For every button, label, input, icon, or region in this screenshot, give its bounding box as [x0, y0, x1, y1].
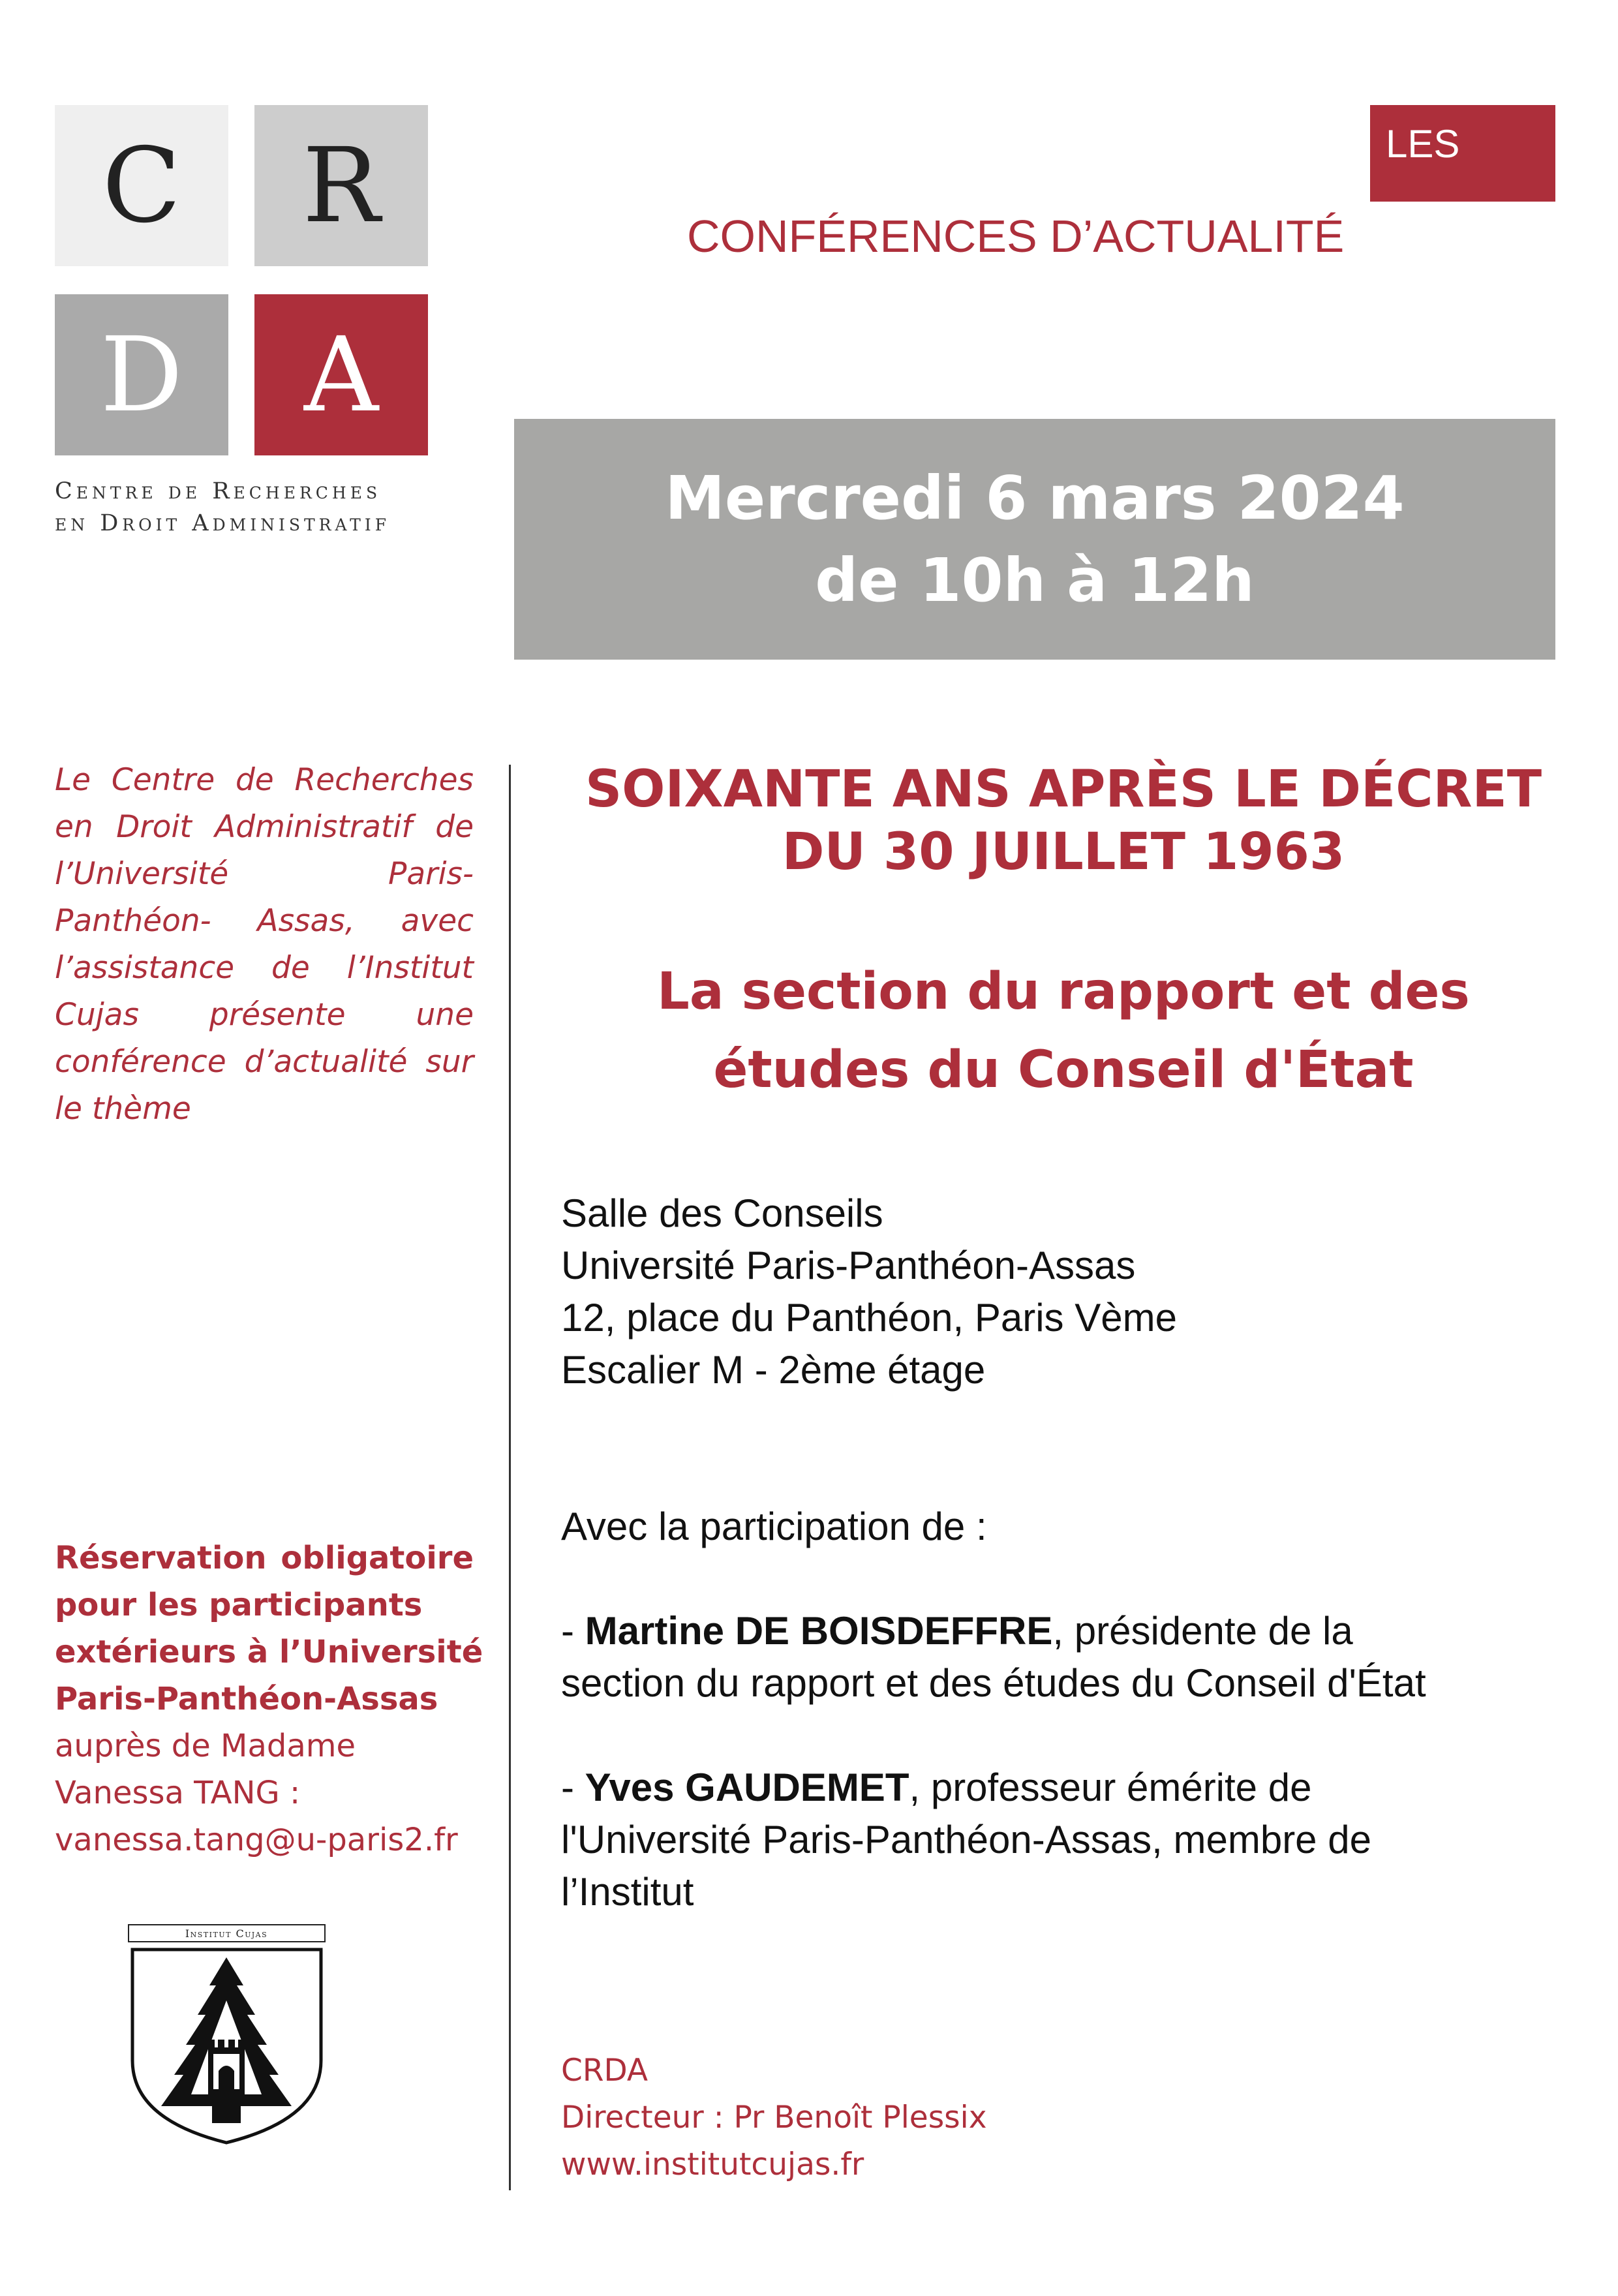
intro-line: conférence d’actualité sur le — [55, 1044, 474, 1127]
participant-2 — [561, 1762, 1371, 1918]
conference-subtitle-line1: La section du rapport et des — [657, 962, 1470, 1021]
intro-line: Le Centre de Recherches en — [55, 762, 474, 845]
les-label: LES — [1386, 122, 1460, 166]
reservation-line: auprès de Madame — [55, 1728, 356, 1764]
reservation-bold-line: Réservation obligatoire — [55, 1540, 474, 1576]
column-divider — [509, 765, 511, 2190]
date-line: Mercredi 6 mars 2024 — [665, 463, 1405, 533]
participant-2-role-line2: l'Université Paris-Panthéon-Assas, membre de — [561, 1818, 1371, 1861]
conference-subtitle-line2: études du Conseil d'État — [713, 1041, 1414, 1099]
logo-letter-c: C — [55, 105, 228, 266]
venue-line: Salle des Conseils — [561, 1191, 883, 1235]
footer-org: CRDA — [561, 2053, 648, 2089]
date-banner — [514, 419, 1555, 660]
reservation-notice — [55, 1535, 483, 1863]
participant-2-prefix: - — [561, 1766, 585, 1809]
logo-letter-r: R — [254, 105, 428, 266]
reservation-bold-line: extérieurs à l’Université — [55, 1634, 483, 1670]
conference-title-line2: DU 30 JUILLET 1963 — [782, 823, 1345, 881]
logo-subtitle-line2: en Droit Administratif — [55, 510, 391, 536]
footer-website-link[interactable]: www.institutcujas.fr — [561, 2147, 864, 2182]
logo-letter-d: D — [55, 294, 228, 455]
conference-subtitle — [548, 953, 1579, 1109]
reservation-bold-line: pour les participants — [55, 1587, 423, 1623]
conference-title — [548, 758, 1579, 883]
venue-block — [561, 1187, 1177, 1396]
series-title: CONFÉRENCES D’ACTUALITÉ — [687, 211, 1345, 262]
participants-intro: Avec la participation de : — [561, 1505, 987, 1548]
institut-cujas-logo — [127, 1923, 326, 2145]
reservation-line: Vanessa TANG : — [55, 1775, 301, 1811]
venue-line: Université Paris-Panthéon-Assas — [561, 1244, 1136, 1287]
intro-line: Assas, avec l’assistance de — [55, 903, 474, 986]
footer-contact — [561, 2047, 987, 2188]
cujas-label: Institut Cujas — [185, 1927, 268, 1940]
time-line: de 10h à 12h — [815, 545, 1255, 615]
reservation-bold-line: Paris-Panthéon-Assas — [55, 1681, 438, 1717]
reservation-email-link[interactable]: vanessa.tang@u-paris2.fr — [55, 1822, 458, 1858]
intro-line: l’Institut Cujas présente une — [55, 950, 474, 1033]
intro-line: thème — [91, 1091, 191, 1127]
logo-subtitle-line1: Centre de Recherches — [55, 478, 382, 504]
participant-2-role-line3: l’Institut — [561, 1870, 694, 1914]
participant-1-name: Martine DE BOISDEFFRE — [585, 1609, 1053, 1653]
participant-2-role: , professeur émérite de — [909, 1766, 1312, 1809]
participant-1-role: , présidente de la — [1052, 1609, 1353, 1653]
participant-2-name: Yves GAUDEMET — [585, 1766, 909, 1809]
participant-1-prefix: - — [561, 1609, 585, 1653]
intro-line: l’Université Paris-Panthéon- — [55, 856, 474, 939]
participant-1-role-line2: section du rapport et des études du Conseil d'État — [561, 1661, 1426, 1705]
conference-title-line1: SOIXANTE ANS APRÈS LE DÉCRET — [585, 760, 1542, 819]
participant-1 — [561, 1605, 1426, 1709]
logo-letter-a: A — [254, 294, 428, 455]
venue-line: Escalier M - 2ème étage — [561, 1348, 986, 1392]
intro-line: Droit Administratif de — [116, 809, 474, 845]
footer-director: Directeur : Pr Benoît Plessix — [561, 2100, 987, 2135]
intro-paragraph — [55, 757, 474, 1133]
venue-line: 12, place du Panthéon, Paris Vème — [561, 1296, 1177, 1339]
